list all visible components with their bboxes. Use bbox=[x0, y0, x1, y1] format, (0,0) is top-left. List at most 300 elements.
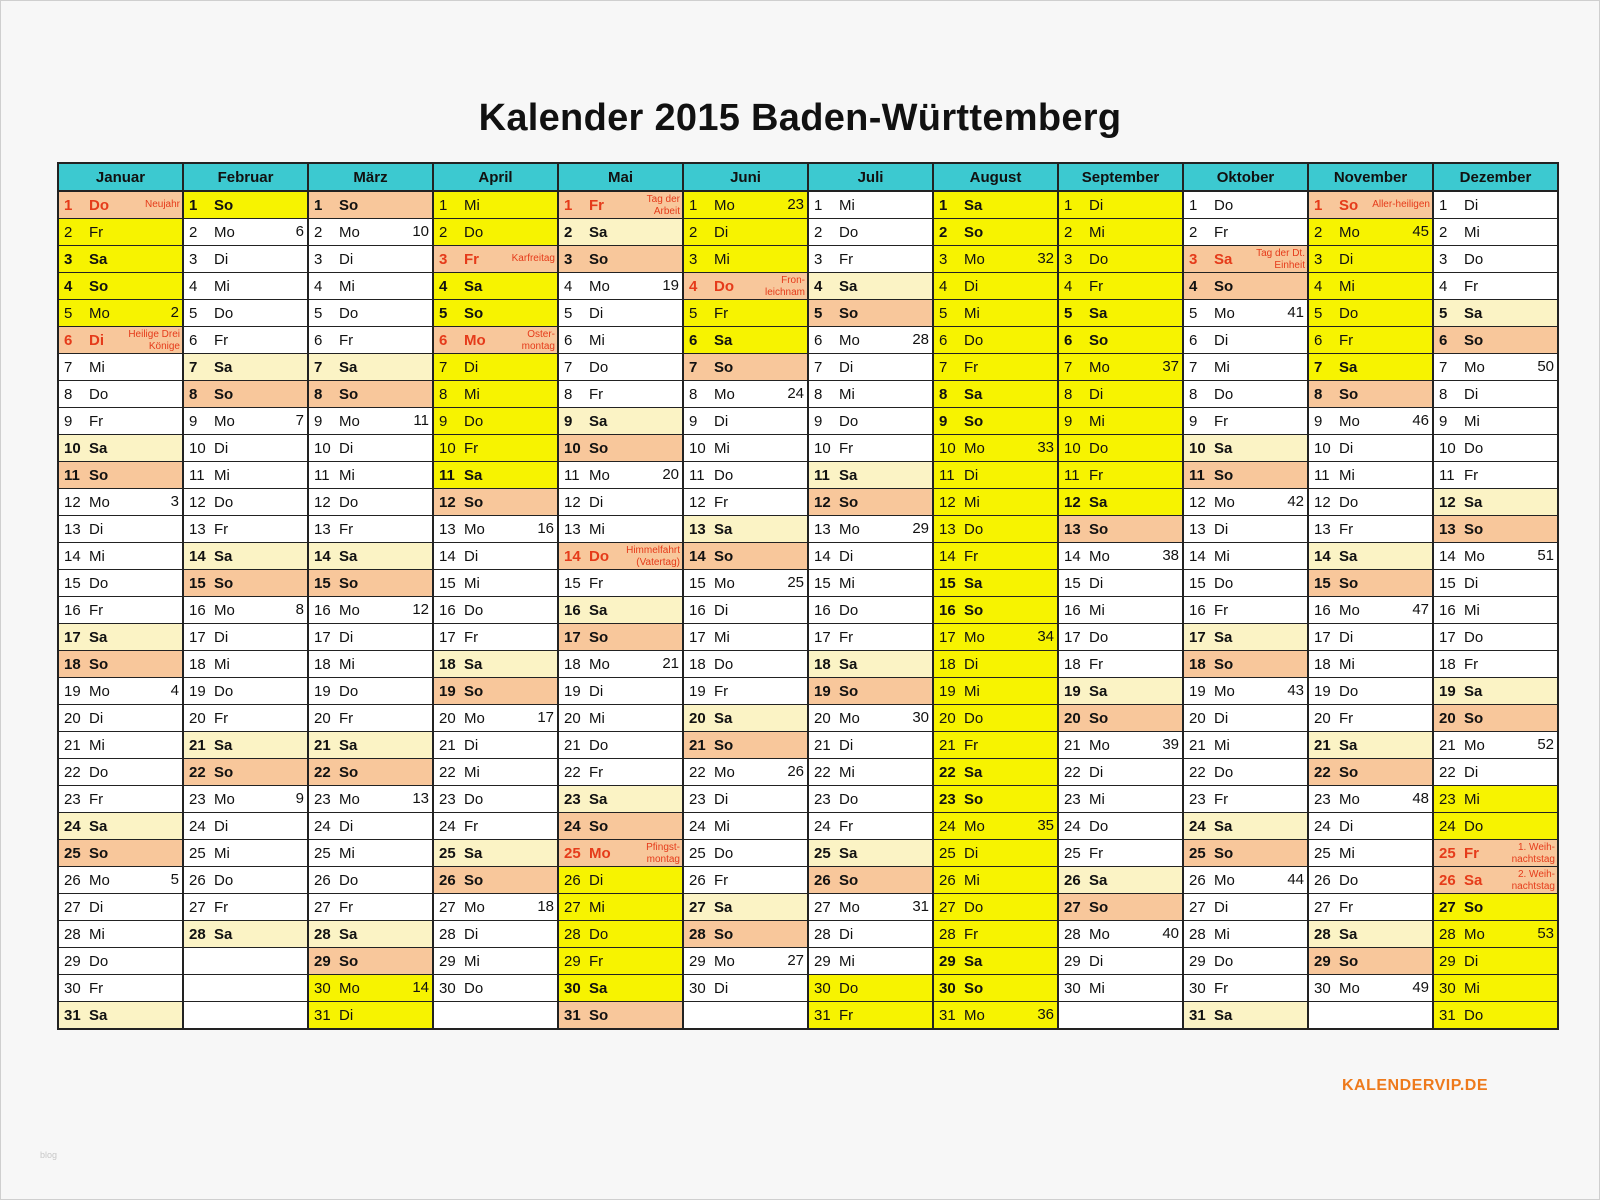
day-cell[interactable] bbox=[933, 813, 1058, 840]
day-cell[interactable] bbox=[808, 273, 933, 300]
day-cell[interactable] bbox=[933, 732, 1058, 759]
day-cell[interactable] bbox=[1058, 300, 1183, 327]
day-cell[interactable] bbox=[1433, 813, 1558, 840]
day-cell[interactable] bbox=[558, 570, 683, 597]
day-cell[interactable] bbox=[933, 705, 1058, 732]
day-cell[interactable] bbox=[183, 840, 308, 867]
day-cell[interactable] bbox=[433, 381, 558, 408]
day-cell[interactable] bbox=[1308, 975, 1433, 1002]
day-cell[interactable] bbox=[808, 597, 933, 624]
day-cell[interactable] bbox=[558, 381, 683, 408]
day-cell[interactable] bbox=[308, 705, 433, 732]
day-cell[interactable] bbox=[933, 191, 1058, 219]
day-cell[interactable] bbox=[1183, 786, 1308, 813]
day-cell[interactable] bbox=[308, 246, 433, 273]
day-cell[interactable] bbox=[1058, 354, 1183, 381]
day-cell[interactable] bbox=[933, 246, 1058, 273]
day-cell[interactable] bbox=[1308, 300, 1433, 327]
day-cell[interactable] bbox=[558, 651, 683, 678]
day-cell[interactable] bbox=[933, 543, 1058, 570]
day-cell[interactable] bbox=[183, 813, 308, 840]
day-cell[interactable] bbox=[183, 516, 308, 543]
day-cell[interactable] bbox=[558, 354, 683, 381]
day-cell[interactable] bbox=[683, 327, 808, 354]
day-cell[interactable] bbox=[433, 705, 558, 732]
day-cell[interactable] bbox=[558, 813, 683, 840]
day-cell[interactable] bbox=[1183, 624, 1308, 651]
day-cell[interactable] bbox=[58, 624, 183, 651]
day-cell[interactable] bbox=[308, 786, 433, 813]
day-cell[interactable] bbox=[808, 246, 933, 273]
day-cell[interactable] bbox=[433, 867, 558, 894]
day-cell[interactable] bbox=[58, 354, 183, 381]
day-cell[interactable] bbox=[933, 219, 1058, 246]
day-cell[interactable] bbox=[683, 678, 808, 705]
day-cell[interactable] bbox=[308, 516, 433, 543]
day-cell[interactable] bbox=[933, 624, 1058, 651]
day-cell[interactable] bbox=[933, 651, 1058, 678]
day-cell[interactable] bbox=[183, 543, 308, 570]
day-cell[interactable] bbox=[558, 732, 683, 759]
day-cell[interactable] bbox=[933, 867, 1058, 894]
day-cell[interactable] bbox=[1058, 516, 1183, 543]
day-cell[interactable] bbox=[183, 597, 308, 624]
day-cell[interactable] bbox=[433, 624, 558, 651]
day-cell[interactable] bbox=[1183, 543, 1308, 570]
day-cell[interactable] bbox=[1058, 219, 1183, 246]
day-cell[interactable] bbox=[183, 786, 308, 813]
day-cell[interactable] bbox=[433, 435, 558, 462]
day-cell[interactable] bbox=[433, 327, 558, 354]
day-cell[interactable] bbox=[1183, 975, 1308, 1002]
day-cell[interactable] bbox=[308, 975, 433, 1002]
day-cell[interactable] bbox=[58, 489, 183, 516]
day-cell[interactable] bbox=[1433, 624, 1558, 651]
day-cell[interactable] bbox=[683, 219, 808, 246]
day-cell[interactable] bbox=[1308, 678, 1433, 705]
day-cell[interactable] bbox=[58, 219, 183, 246]
day-cell[interactable] bbox=[558, 867, 683, 894]
day-cell[interactable] bbox=[1183, 219, 1308, 246]
day-cell[interactable] bbox=[433, 489, 558, 516]
day-cell[interactable] bbox=[308, 462, 433, 489]
day-cell[interactable] bbox=[1308, 273, 1433, 300]
day-cell[interactable] bbox=[1433, 786, 1558, 813]
day-cell[interactable] bbox=[1433, 273, 1558, 300]
day-cell[interactable] bbox=[1433, 516, 1558, 543]
day-cell[interactable] bbox=[1308, 516, 1433, 543]
day-cell[interactable] bbox=[1183, 651, 1308, 678]
day-cell[interactable] bbox=[58, 759, 183, 786]
day-cell[interactable] bbox=[183, 219, 308, 246]
day-cell[interactable] bbox=[433, 813, 558, 840]
day-cell[interactable] bbox=[433, 894, 558, 921]
day-cell[interactable] bbox=[933, 1002, 1058, 1030]
day-cell[interactable] bbox=[1183, 921, 1308, 948]
day-cell[interactable] bbox=[1433, 489, 1558, 516]
day-cell[interactable] bbox=[433, 597, 558, 624]
day-cell[interactable] bbox=[433, 786, 558, 813]
day-cell[interactable] bbox=[308, 597, 433, 624]
day-cell[interactable] bbox=[1183, 1002, 1308, 1030]
day-cell[interactable] bbox=[1433, 894, 1558, 921]
day-cell[interactable] bbox=[1308, 597, 1433, 624]
day-cell[interactable] bbox=[933, 921, 1058, 948]
day-cell[interactable] bbox=[58, 678, 183, 705]
day-cell[interactable] bbox=[558, 489, 683, 516]
day-cell[interactable] bbox=[1183, 381, 1308, 408]
day-cell[interactable] bbox=[1308, 813, 1433, 840]
day-cell[interactable] bbox=[683, 191, 808, 219]
day-cell[interactable] bbox=[1183, 732, 1308, 759]
day-cell[interactable] bbox=[1433, 327, 1558, 354]
day-cell[interactable] bbox=[433, 948, 558, 975]
day-cell[interactable] bbox=[808, 867, 933, 894]
day-cell[interactable] bbox=[808, 732, 933, 759]
day-cell[interactable] bbox=[308, 191, 433, 219]
day-cell[interactable] bbox=[1183, 354, 1308, 381]
day-cell[interactable] bbox=[808, 354, 933, 381]
day-cell[interactable] bbox=[1308, 894, 1433, 921]
day-cell[interactable] bbox=[308, 894, 433, 921]
day-cell[interactable] bbox=[1308, 624, 1433, 651]
day-cell[interactable] bbox=[933, 975, 1058, 1002]
day-cell[interactable] bbox=[433, 300, 558, 327]
day-cell[interactable] bbox=[933, 597, 1058, 624]
day-cell[interactable] bbox=[1183, 408, 1308, 435]
day-cell[interactable] bbox=[433, 246, 558, 273]
day-cell[interactable] bbox=[1308, 867, 1433, 894]
day-cell[interactable] bbox=[1058, 408, 1183, 435]
day-cell[interactable] bbox=[1058, 543, 1183, 570]
day-cell[interactable] bbox=[58, 570, 183, 597]
day-cell[interactable] bbox=[558, 624, 683, 651]
day-cell[interactable] bbox=[808, 1002, 933, 1030]
day-cell[interactable] bbox=[1058, 597, 1183, 624]
day-cell[interactable] bbox=[558, 543, 683, 570]
day-cell[interactable] bbox=[558, 191, 683, 219]
day-cell[interactable] bbox=[183, 867, 308, 894]
day-cell[interactable] bbox=[1433, 408, 1558, 435]
day-cell[interactable] bbox=[58, 921, 183, 948]
day-cell[interactable] bbox=[308, 300, 433, 327]
day-cell[interactable] bbox=[558, 462, 683, 489]
day-cell[interactable] bbox=[1183, 894, 1308, 921]
day-cell[interactable] bbox=[808, 408, 933, 435]
day-cell[interactable] bbox=[933, 381, 1058, 408]
day-cell[interactable] bbox=[683, 597, 808, 624]
day-cell[interactable] bbox=[683, 354, 808, 381]
day-cell[interactable] bbox=[933, 435, 1058, 462]
day-cell[interactable] bbox=[1058, 975, 1183, 1002]
day-cell[interactable] bbox=[1433, 840, 1558, 867]
day-cell[interactable] bbox=[1433, 354, 1558, 381]
day-cell[interactable] bbox=[683, 651, 808, 678]
day-cell[interactable] bbox=[1433, 948, 1558, 975]
day-cell[interactable] bbox=[1058, 786, 1183, 813]
day-cell[interactable] bbox=[308, 624, 433, 651]
day-cell[interactable] bbox=[683, 786, 808, 813]
day-cell[interactable] bbox=[808, 489, 933, 516]
day-cell[interactable] bbox=[183, 489, 308, 516]
day-cell[interactable] bbox=[683, 462, 808, 489]
day-cell[interactable] bbox=[933, 840, 1058, 867]
day-cell[interactable] bbox=[1308, 570, 1433, 597]
day-cell[interactable] bbox=[1308, 705, 1433, 732]
day-cell[interactable] bbox=[308, 759, 433, 786]
day-cell[interactable] bbox=[1183, 759, 1308, 786]
day-cell[interactable] bbox=[433, 759, 558, 786]
day-cell[interactable] bbox=[683, 813, 808, 840]
day-cell[interactable] bbox=[1308, 840, 1433, 867]
day-cell[interactable] bbox=[1058, 624, 1183, 651]
day-cell[interactable] bbox=[1433, 921, 1558, 948]
day-cell[interactable] bbox=[933, 489, 1058, 516]
day-cell[interactable] bbox=[1058, 732, 1183, 759]
day-cell[interactable] bbox=[1058, 948, 1183, 975]
day-cell[interactable] bbox=[558, 246, 683, 273]
day-cell[interactable] bbox=[683, 732, 808, 759]
day-cell[interactable] bbox=[1058, 867, 1183, 894]
day-cell[interactable] bbox=[183, 759, 308, 786]
day-cell[interactable] bbox=[58, 732, 183, 759]
day-cell[interactable] bbox=[1183, 570, 1308, 597]
day-cell[interactable] bbox=[808, 894, 933, 921]
day-cell[interactable] bbox=[58, 408, 183, 435]
day-cell[interactable] bbox=[1058, 651, 1183, 678]
day-cell[interactable] bbox=[58, 948, 183, 975]
day-cell[interactable] bbox=[308, 651, 433, 678]
day-cell[interactable] bbox=[58, 327, 183, 354]
day-cell[interactable] bbox=[1308, 921, 1433, 948]
day-cell[interactable] bbox=[933, 678, 1058, 705]
day-cell[interactable] bbox=[933, 570, 1058, 597]
day-cell[interactable] bbox=[1308, 327, 1433, 354]
day-cell[interactable] bbox=[1308, 543, 1433, 570]
day-cell[interactable] bbox=[1308, 408, 1433, 435]
day-cell[interactable] bbox=[683, 975, 808, 1002]
day-cell[interactable] bbox=[1433, 651, 1558, 678]
day-cell[interactable] bbox=[808, 759, 933, 786]
day-cell[interactable] bbox=[933, 894, 1058, 921]
day-cell[interactable] bbox=[558, 894, 683, 921]
day-cell[interactable] bbox=[58, 435, 183, 462]
day-cell[interactable] bbox=[58, 786, 183, 813]
day-cell[interactable] bbox=[183, 381, 308, 408]
day-cell[interactable] bbox=[308, 948, 433, 975]
day-cell[interactable] bbox=[933, 759, 1058, 786]
day-cell[interactable] bbox=[433, 273, 558, 300]
day-cell[interactable] bbox=[683, 570, 808, 597]
day-cell[interactable] bbox=[1183, 462, 1308, 489]
day-cell[interactable] bbox=[1433, 759, 1558, 786]
day-cell[interactable] bbox=[58, 191, 183, 219]
day-cell[interactable] bbox=[308, 219, 433, 246]
day-cell[interactable] bbox=[1433, 462, 1558, 489]
day-cell[interactable] bbox=[433, 975, 558, 1002]
day-cell[interactable] bbox=[808, 678, 933, 705]
day-cell[interactable] bbox=[1308, 354, 1433, 381]
day-cell[interactable] bbox=[183, 246, 308, 273]
day-cell[interactable] bbox=[183, 435, 308, 462]
day-cell[interactable] bbox=[1183, 948, 1308, 975]
day-cell[interactable] bbox=[308, 543, 433, 570]
day-cell[interactable] bbox=[1183, 489, 1308, 516]
day-cell[interactable] bbox=[308, 408, 433, 435]
day-cell[interactable] bbox=[1058, 246, 1183, 273]
day-cell[interactable] bbox=[1433, 732, 1558, 759]
day-cell[interactable] bbox=[1058, 191, 1183, 219]
day-cell[interactable] bbox=[808, 435, 933, 462]
day-cell[interactable] bbox=[433, 408, 558, 435]
day-cell[interactable] bbox=[683, 246, 808, 273]
day-cell[interactable] bbox=[433, 219, 558, 246]
day-cell[interactable] bbox=[183, 624, 308, 651]
day-cell[interactable] bbox=[1433, 381, 1558, 408]
day-cell[interactable] bbox=[1183, 327, 1308, 354]
day-cell[interactable] bbox=[183, 354, 308, 381]
day-cell[interactable] bbox=[58, 840, 183, 867]
day-cell[interactable] bbox=[1308, 786, 1433, 813]
day-cell[interactable] bbox=[1183, 516, 1308, 543]
day-cell[interactable] bbox=[1183, 435, 1308, 462]
day-cell[interactable] bbox=[308, 354, 433, 381]
day-cell[interactable] bbox=[1058, 759, 1183, 786]
day-cell[interactable] bbox=[308, 273, 433, 300]
day-cell[interactable] bbox=[58, 975, 183, 1002]
day-cell[interactable] bbox=[1183, 813, 1308, 840]
day-cell[interactable] bbox=[308, 921, 433, 948]
day-cell[interactable] bbox=[58, 597, 183, 624]
day-cell[interactable] bbox=[683, 948, 808, 975]
day-cell[interactable] bbox=[683, 489, 808, 516]
day-cell[interactable] bbox=[183, 327, 308, 354]
day-cell[interactable] bbox=[183, 651, 308, 678]
day-cell[interactable] bbox=[558, 219, 683, 246]
day-cell[interactable] bbox=[1308, 191, 1433, 219]
day-cell[interactable] bbox=[933, 354, 1058, 381]
day-cell[interactable] bbox=[1183, 867, 1308, 894]
day-cell[interactable] bbox=[308, 732, 433, 759]
day-cell[interactable] bbox=[308, 867, 433, 894]
day-cell[interactable] bbox=[1183, 246, 1308, 273]
day-cell[interactable] bbox=[308, 678, 433, 705]
day-cell[interactable] bbox=[308, 813, 433, 840]
day-cell[interactable] bbox=[808, 516, 933, 543]
day-cell[interactable] bbox=[1308, 489, 1433, 516]
day-cell[interactable] bbox=[183, 273, 308, 300]
day-cell[interactable] bbox=[1433, 300, 1558, 327]
day-cell[interactable] bbox=[1183, 678, 1308, 705]
day-cell[interactable] bbox=[1058, 381, 1183, 408]
day-cell[interactable] bbox=[1308, 462, 1433, 489]
day-cell[interactable] bbox=[558, 597, 683, 624]
day-cell[interactable] bbox=[183, 408, 308, 435]
day-cell[interactable] bbox=[683, 759, 808, 786]
day-cell[interactable] bbox=[1433, 246, 1558, 273]
day-cell[interactable] bbox=[58, 1002, 183, 1030]
day-cell[interactable] bbox=[808, 705, 933, 732]
day-cell[interactable] bbox=[58, 381, 183, 408]
day-cell[interactable] bbox=[1433, 1002, 1558, 1030]
day-cell[interactable] bbox=[683, 408, 808, 435]
day-cell[interactable] bbox=[1433, 543, 1558, 570]
day-cell[interactable] bbox=[1058, 435, 1183, 462]
day-cell[interactable] bbox=[683, 705, 808, 732]
day-cell[interactable] bbox=[58, 894, 183, 921]
day-cell[interactable] bbox=[58, 651, 183, 678]
day-cell[interactable] bbox=[933, 786, 1058, 813]
day-cell[interactable] bbox=[808, 191, 933, 219]
day-cell[interactable] bbox=[1433, 191, 1558, 219]
day-cell[interactable] bbox=[683, 300, 808, 327]
day-cell[interactable] bbox=[433, 570, 558, 597]
day-cell[interactable] bbox=[558, 408, 683, 435]
day-cell[interactable] bbox=[683, 543, 808, 570]
day-cell[interactable] bbox=[683, 624, 808, 651]
day-cell[interactable] bbox=[1183, 191, 1308, 219]
day-cell[interactable] bbox=[1058, 678, 1183, 705]
day-cell[interactable] bbox=[683, 894, 808, 921]
day-cell[interactable] bbox=[808, 840, 933, 867]
day-cell[interactable] bbox=[308, 1002, 433, 1030]
day-cell[interactable] bbox=[1433, 975, 1558, 1002]
day-cell[interactable] bbox=[558, 840, 683, 867]
day-cell[interactable] bbox=[683, 840, 808, 867]
day-cell[interactable] bbox=[183, 894, 308, 921]
day-cell[interactable] bbox=[1058, 921, 1183, 948]
day-cell[interactable] bbox=[1433, 867, 1558, 894]
day-cell[interactable] bbox=[308, 435, 433, 462]
day-cell[interactable] bbox=[558, 786, 683, 813]
footer-brand[interactable]: KALENDERVIP.DE bbox=[1342, 1077, 1488, 1094]
day-cell[interactable] bbox=[808, 624, 933, 651]
day-cell[interactable] bbox=[58, 867, 183, 894]
day-cell[interactable] bbox=[808, 975, 933, 1002]
day-cell[interactable] bbox=[1058, 489, 1183, 516]
day-cell[interactable] bbox=[183, 462, 308, 489]
day-cell[interactable] bbox=[1308, 948, 1433, 975]
day-cell[interactable] bbox=[58, 516, 183, 543]
day-cell[interactable] bbox=[1308, 381, 1433, 408]
day-cell[interactable] bbox=[183, 678, 308, 705]
day-cell[interactable] bbox=[1433, 597, 1558, 624]
day-cell[interactable] bbox=[683, 381, 808, 408]
day-cell[interactable] bbox=[58, 813, 183, 840]
day-cell[interactable] bbox=[1433, 705, 1558, 732]
day-cell[interactable] bbox=[58, 543, 183, 570]
day-cell[interactable] bbox=[308, 489, 433, 516]
day-cell[interactable] bbox=[808, 300, 933, 327]
day-cell[interactable] bbox=[433, 354, 558, 381]
day-cell[interactable] bbox=[558, 435, 683, 462]
day-cell[interactable] bbox=[433, 462, 558, 489]
day-cell[interactable] bbox=[808, 219, 933, 246]
day-cell[interactable] bbox=[933, 948, 1058, 975]
day-cell[interactable] bbox=[808, 327, 933, 354]
day-cell[interactable] bbox=[1058, 462, 1183, 489]
day-cell[interactable] bbox=[1308, 246, 1433, 273]
day-cell[interactable] bbox=[933, 300, 1058, 327]
day-cell[interactable] bbox=[1433, 435, 1558, 462]
day-cell[interactable] bbox=[1308, 435, 1433, 462]
day-cell[interactable] bbox=[1183, 840, 1308, 867]
day-cell[interactable] bbox=[683, 921, 808, 948]
day-cell[interactable] bbox=[183, 191, 308, 219]
day-cell[interactable] bbox=[1058, 894, 1183, 921]
day-cell[interactable] bbox=[558, 705, 683, 732]
day-cell[interactable] bbox=[1183, 300, 1308, 327]
